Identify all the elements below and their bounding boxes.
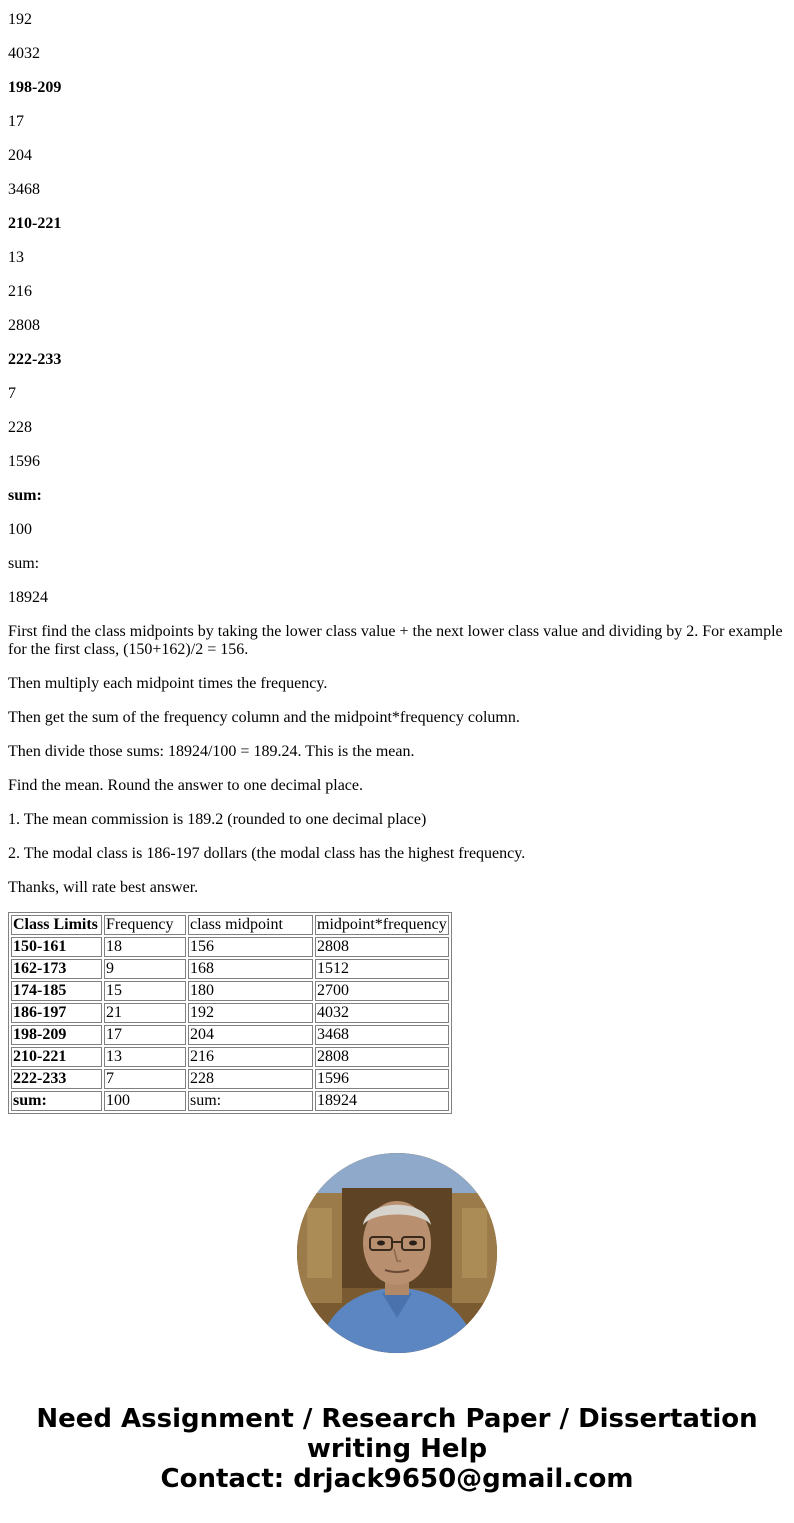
text-line: 18924 [8, 589, 48, 606]
table-row [11, 1047, 449, 1067]
table-cell: 7 [104, 1069, 186, 1089]
table-cell: 222-233 [11, 1069, 102, 1089]
table-row [11, 1069, 449, 1089]
paragraph-step: Then get the sum of the frequency column and the midpoint*frequency column. [8, 709, 520, 726]
table-cell: 9 [104, 959, 186, 979]
table-header-cell: class midpoint [188, 915, 313, 935]
table-cell: 156 [188, 937, 313, 957]
table-cell: 2808 [315, 937, 449, 957]
text-line: 228 [8, 419, 32, 436]
text-line-bold: 198-209 [8, 79, 62, 96]
table-cell: 15 [104, 981, 186, 1001]
text-line: 1596 [8, 453, 40, 470]
table-cell: 100 [104, 1091, 186, 1111]
table-header-row [11, 915, 449, 935]
table-cell: 180 [188, 981, 313, 1001]
text-line-bold: 222-233 [8, 351, 62, 368]
table-header-cell: Frequency [104, 915, 186, 935]
frequency-table [8, 912, 452, 1114]
paragraph-answer: 2. The modal class is 186-197 dollars (the modal class has the highest frequency. [8, 845, 526, 862]
table-cell: 204 [188, 1025, 313, 1045]
table-cell: sum: [188, 1091, 313, 1111]
text-line: 216 [8, 283, 32, 300]
text-line: 2808 [8, 317, 40, 334]
paragraph-step: Then multiply each midpoint times the frequency. [8, 675, 328, 692]
table-cell: 168 [188, 959, 313, 979]
table-cell: 17 [104, 1025, 186, 1045]
text-line: 204 [8, 147, 32, 164]
footer-contact-email: Contact: drjack9650@gmail.com [160, 1464, 634, 1494]
avatar-portrait-icon [297, 1153, 497, 1353]
table-cell: 3468 [315, 1025, 449, 1045]
table-cell: 192 [188, 1003, 313, 1023]
table-cell: 174-185 [11, 981, 102, 1001]
text-line: 192 [8, 11, 32, 28]
table-header-cell: Class Limits [11, 915, 102, 935]
text-line: 3468 [8, 181, 40, 198]
text-line: 7 [8, 385, 16, 402]
table-cell: 1512 [315, 959, 449, 979]
table-row [11, 981, 449, 1001]
paragraph-question: Find the mean. Round the answer to one decimal place. [8, 777, 364, 794]
table-cell: 162-173 [11, 959, 102, 979]
paragraph-step: Then divide those sums: 18924/100 = 189.24. This is the mean. [8, 743, 415, 760]
table-cell: 21 [104, 1003, 186, 1023]
table-cell: sum: [11, 1091, 102, 1111]
table-row [11, 959, 449, 979]
paragraph-answer: 1. The mean commission is 189.2 (rounded to one decimal place) [8, 811, 427, 828]
table-sum-row [11, 1091, 449, 1111]
text-line-bold: sum: [8, 487, 42, 504]
table-cell: 18 [104, 937, 186, 957]
table-cell: 4032 [315, 1003, 449, 1023]
table-row [11, 937, 449, 957]
contact-footer [0, 1404, 794, 1494]
text-line: 100 [8, 521, 32, 538]
table-cell: 216 [188, 1047, 313, 1067]
table-cell: 198-209 [11, 1025, 102, 1045]
footer-line: writing Help [306, 1434, 488, 1464]
table-cell: 13 [104, 1047, 186, 1067]
table-header-cell: midpoint*frequency [317, 916, 447, 933]
paragraph-method: First find the class midpoints by taking the lower class value + the next lower class value and dividing by 2. For example for the first class, (150+162)/2 = 156. [8, 623, 783, 658]
text-line: 4032 [8, 45, 40, 62]
table-cell: 150-161 [11, 937, 102, 957]
text-line: 17 [8, 113, 24, 130]
text-line: 13 [8, 249, 24, 266]
table-row [11, 1003, 449, 1023]
table-cell: 1596 [315, 1069, 449, 1089]
paragraph-thanks: Thanks, will rate best answer. [8, 879, 199, 896]
table-cell: 228 [188, 1069, 313, 1089]
table-row [11, 1025, 449, 1045]
table-cell: 18924 [315, 1091, 449, 1111]
text-line-bold: 210-221 [8, 215, 62, 232]
avatar [297, 1153, 497, 1353]
table-cell: 2808 [315, 1047, 449, 1067]
table-cell: 2700 [315, 981, 449, 1001]
table-cell: 210-221 [11, 1047, 102, 1067]
table-cell: 186-197 [11, 1003, 102, 1023]
footer-line: Need Assignment / Research Paper / Dissertation [36, 1404, 758, 1434]
text-line: sum: [8, 555, 40, 572]
